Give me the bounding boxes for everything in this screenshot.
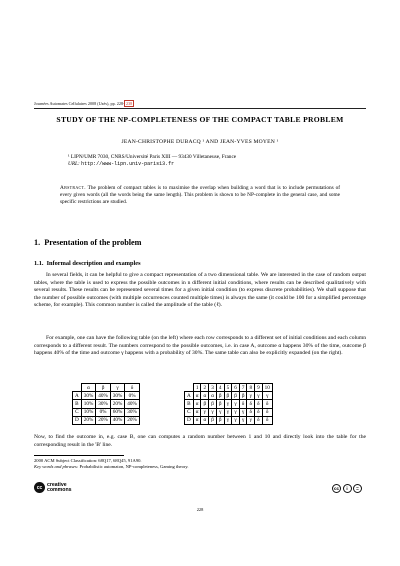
- table-cell: α: [193, 392, 201, 400]
- column-header: α: [81, 384, 96, 392]
- acm-classification: 2000 ACM Subject Classification: 68Q17, 68Q45, 91A90.: [34, 458, 142, 463]
- column-header: 9: [255, 384, 263, 392]
- paragraph-example: For example, one can have the following table (on the left) where each row corresponds to a different set of initial conditions and each column corresponds to a different result. The numbers correspond to the possible outcomes, i.e. in case A, outcome α happens 30% of the time, outcome β happens 40% of the time and outcome γ happens with a probability of 30%. The same table can also be explicitly expanded (on the right).: [34, 335, 366, 357]
- table-row: [185, 408, 273, 416]
- abstract: [60, 185, 340, 207]
- url-label: URL:: [68, 161, 80, 167]
- table-cell: δ: [262, 416, 272, 424]
- table-cell: γ: [247, 416, 255, 424]
- column-header: δ: [125, 384, 140, 392]
- affiliation-line: ¹ LIPN/UMR 7030, CNRS/Université Paris XIII — 93430 Villetaneuse, France: [68, 154, 237, 160]
- table-cell: γ: [239, 408, 247, 416]
- table-cell: 40%: [96, 392, 111, 400]
- table-cell: δ: [262, 400, 272, 408]
- table-header-row: [185, 384, 273, 392]
- section-title: Presentation of the problem: [44, 238, 142, 247]
- page-range-link[interactable]: 238: [125, 101, 133, 106]
- table-cell: β: [209, 400, 217, 408]
- paragraph-intro: In several fields, it can be helpful to give a compact representation of a two dimensional table. We are interested in the case of random output tables, where the table is used to express the possible outcomes in n different initial conditions, where results can be described qualitatively with several results. These results can be represented several times for a given initial condition (to express discrete probabilities). We shall suppose that the number of possible outcomes (with multiple occurrences counted multiple times) is always the same (it could be 100 for a simplified percentage scheme, for example). This common number is called the amplitude of the table (ℓ).: [34, 272, 366, 309]
- table-cell: α: [209, 392, 217, 400]
- table-cell: β: [209, 416, 217, 424]
- paragraph-lookup: Now, to find the outcome in, e.g. case B, one can computes a random number between 1 and 10 and directly look into the table for the corresponding result in the 'B' line.: [34, 434, 366, 448]
- table-cell: 30%: [125, 408, 140, 416]
- table-cell: δ: [247, 400, 255, 408]
- table-cell: 20%: [110, 400, 125, 408]
- cc-icon: cc: [333, 486, 340, 491]
- table-row: [73, 400, 140, 408]
- expanded-table: [184, 383, 273, 425]
- table-cell: γ: [255, 392, 263, 400]
- table-cell: γ: [201, 408, 209, 416]
- row-label: C: [185, 408, 194, 416]
- table-header-row: [73, 384, 140, 392]
- table-cell: 40%: [125, 400, 140, 408]
- table-cell: α: [201, 392, 209, 400]
- probability-table: [72, 383, 140, 425]
- keywords-label: Key words and phrases:: [34, 464, 79, 470]
- table-cell: 10%: [81, 408, 96, 416]
- table-cell: 30%: [96, 400, 111, 408]
- column-header: 3: [209, 384, 217, 392]
- cc-badge-icon: cc: [34, 482, 45, 493]
- column-header: β: [96, 384, 111, 392]
- table-cell: δ: [262, 408, 272, 416]
- column-header: 10: [262, 384, 272, 392]
- cc-wordmark: [47, 483, 72, 493]
- affiliation: [68, 154, 236, 168]
- column-header: 5: [224, 384, 232, 392]
- table-cell: 30%: [81, 392, 96, 400]
- table-cell: α: [193, 400, 201, 408]
- column-header: 4: [216, 384, 224, 392]
- abstract-text: The problem of compact tables is to maximise the overlap when building a word that is to include permutations of every given words (all the words being the same length). This problem is shown to be NP-complete in the general case, and some specific restrictions are studied.: [60, 185, 340, 206]
- table-row: [185, 392, 273, 400]
- table-cell: γ: [224, 400, 232, 408]
- footnotes: [34, 458, 189, 471]
- footnote-rule: [34, 455, 124, 456]
- table-cell: α: [193, 408, 201, 416]
- table-cell: γ: [232, 408, 240, 416]
- table-cell: γ: [239, 416, 247, 424]
- subsection-title: Informal description and examples: [46, 260, 141, 267]
- paper-title: STUDY OF THE NP-COMPLETENESS OF THE COMPACT TABLE PROBLEM: [56, 115, 344, 124]
- header-rule: [34, 108, 366, 109]
- column-header: 7: [239, 384, 247, 392]
- table-cell: β: [201, 400, 209, 408]
- table-cell: 30%: [110, 392, 125, 400]
- table-row: [73, 408, 140, 416]
- row-label: C: [73, 408, 82, 416]
- subsection-number: 1.1.: [34, 260, 44, 267]
- table-cell: γ: [224, 408, 232, 416]
- table-cell: 0%: [125, 392, 140, 400]
- row-label: A: [185, 392, 194, 400]
- section-number: 1.: [34, 238, 41, 247]
- table-cell: 20%: [81, 416, 96, 424]
- table-cell: δ: [247, 408, 255, 416]
- column-header: 8: [247, 384, 255, 392]
- cc-wordmark-line1: creative: [47, 481, 67, 488]
- table-cell: α: [201, 416, 209, 424]
- table-row: [185, 400, 273, 408]
- abstract-label: Abstract.: [60, 185, 86, 191]
- table-cell: γ: [232, 416, 240, 424]
- keywords: Probabilistic automaton, NP-completeness, Gaming theory.: [79, 464, 189, 470]
- table-cell: 20%: [125, 416, 140, 424]
- affiliation-url-link[interactable]: http://www-lipn.univ-paris13.fr: [81, 161, 175, 167]
- table-cell: β: [216, 392, 224, 400]
- subsection-heading: [34, 260, 141, 267]
- table-cell: δ: [239, 400, 247, 408]
- keywords-line: [34, 464, 189, 470]
- affiliation-url-line: [68, 161, 236, 168]
- authors: JEAN-CHRISTOPHE DUBACQ ¹ AND JEAN-YVES MOYEN ¹: [121, 139, 279, 145]
- table-cell: γ: [232, 400, 240, 408]
- table-cell: 20%: [96, 416, 111, 424]
- table-cell: 10%: [81, 400, 96, 408]
- journal-citation: Journées Automates Cellulaires 2008 (Uzès), pp. 228-: [34, 101, 125, 106]
- table-cell: α: [193, 416, 201, 424]
- table-cell: γ: [209, 408, 217, 416]
- cc-wordmark-line2: commons: [47, 486, 72, 493]
- section-heading: [34, 238, 142, 247]
- creative-commons-logo: [34, 482, 72, 493]
- table-cell: δ: [255, 408, 263, 416]
- row-label: D: [185, 416, 194, 424]
- row-label: B: [73, 400, 82, 408]
- table-cell: β: [239, 392, 247, 400]
- table-cell: 60%: [110, 408, 125, 416]
- page-number: 228: [196, 507, 204, 512]
- table-cell: γ: [216, 408, 224, 416]
- column-header: 1: [193, 384, 201, 392]
- column-header: γ: [110, 384, 125, 392]
- row-label: A: [73, 392, 82, 400]
- license-icons: [332, 484, 362, 493]
- table-cell: 40%: [110, 416, 125, 424]
- row-label: B: [185, 400, 194, 408]
- by-icon: i: [343, 484, 352, 493]
- table-cell: γ: [247, 392, 255, 400]
- column-header: 6: [232, 384, 240, 392]
- table-cell: γ: [224, 416, 232, 424]
- journal-header: [34, 101, 134, 106]
- table-cell: β: [216, 400, 224, 408]
- table-cell: β: [216, 416, 224, 424]
- table-cell: δ: [255, 416, 263, 424]
- nd-icon: =: [353, 484, 362, 493]
- table-cell: δ: [255, 400, 263, 408]
- table-cell: 0%: [96, 408, 111, 416]
- table-cell: β: [224, 392, 232, 400]
- example-tables: [34, 383, 366, 433]
- table-row: [73, 392, 140, 400]
- column-header: 2: [201, 384, 209, 392]
- table-row: [73, 416, 140, 424]
- table-cell: β: [232, 392, 240, 400]
- row-label: D: [73, 416, 82, 424]
- table-cell: γ: [262, 392, 272, 400]
- table-row: [185, 416, 273, 424]
